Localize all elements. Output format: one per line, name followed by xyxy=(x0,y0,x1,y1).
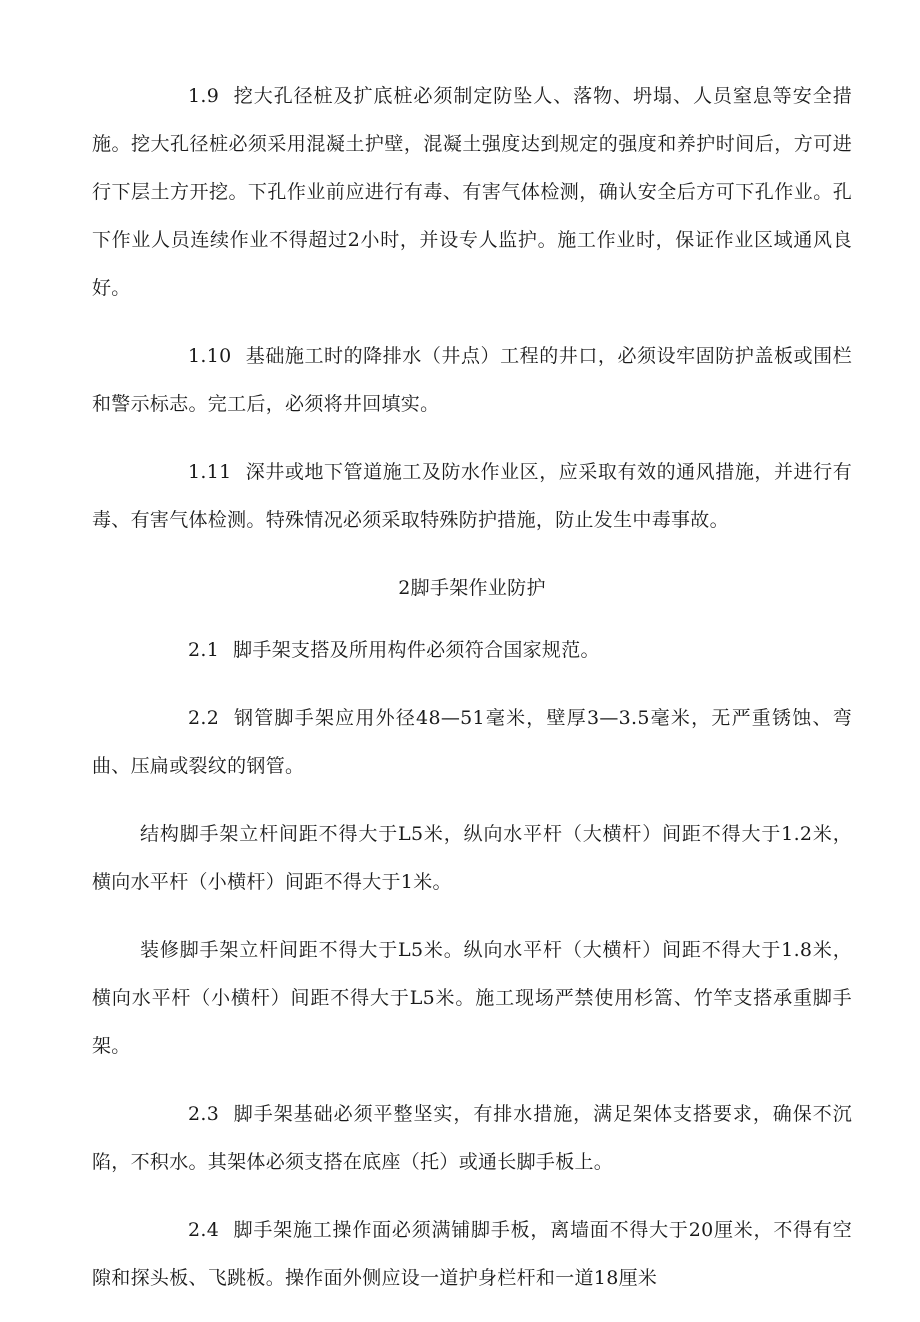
clause-number: 2.4 xyxy=(188,1219,220,1241)
paragraph-1-9 xyxy=(92,72,852,312)
clause-text: 脚手架基础必须平整坚实，有排水措施，满足架体支搭要求，确保不沉陷，不积水。其架体必须支搭在底座（托）或通长脚手板上。 xyxy=(92,1103,852,1173)
paragraph-decoration-scaffold xyxy=(92,926,852,1070)
clause-text: 脚手架施工操作面必须满铺脚手板，离墙面不得大于20厘米，不得有空隙和探头板、飞跳板。操作面外侧应设一道护身栏杆和一道18厘米 xyxy=(92,1219,852,1289)
clause-text: 基础施工时的降排水（井点）工程的井口，必须设牢固防护盖板或围栏和警示标志。完工后，必须将井回填实。 xyxy=(92,345,852,415)
clause-text: 挖大孔径桩及扩底桩必须制定防坠人、落物、坍塌、人员窒息等安全措施。挖大孔径桩必须采用混凝土护壁，混凝土强度达到规定的强度和养护时间后，方可进行下层土方开挖。下孔作业前应进行有毒、有害气体检测，确认安全后方可下孔作业。孔下作业人员连续作业不得超过2小时，并设专人监护。施工作业时，保证作业区域通风良好。 xyxy=(92,85,852,299)
clause-text: 深井或地下管道施工及防水作业区，应采取有效的通风措施，并进行有毒、有害气体检测。特殊情况必须采取特殊防护措施，防止发生中毒事故。 xyxy=(92,461,852,531)
clause-text: 结构脚手架立杆间距不得大于L5米，纵向水平杆（大横杆）间距不得大于1.2米，横向水平杆（小横杆）间距不得大于1米。 xyxy=(92,823,852,893)
paragraph-1-11 xyxy=(92,448,852,544)
paragraph-structural-scaffold xyxy=(92,810,852,906)
paragraph-2-1 xyxy=(92,626,852,674)
clause-text: 钢管脚手架应用外径48—51毫米，壁厚3—3.5毫米，无严重锈蚀、弯曲、压扁或裂纹的钢管。 xyxy=(92,707,852,777)
clause-number: 2.1 xyxy=(188,639,220,661)
paragraph-2-4 xyxy=(92,1206,852,1302)
clause-number: 2.2 xyxy=(188,707,220,729)
clause-text: 装修脚手架立杆间距不得大于L5米。纵向水平杆（大横杆）间距不得大于1.8米，横向水平杆（小横杆）间距不得大于L5米。施工现场严禁使用杉篙、竹竿支搭承重脚手架。 xyxy=(92,939,852,1057)
document-page xyxy=(92,72,852,1322)
clause-text: 脚手架支搭及所用构件必须符合国家规范。 xyxy=(233,639,600,661)
paragraph-2-2 xyxy=(92,694,852,790)
clause-number: 1.9 xyxy=(188,85,220,107)
paragraph-2-3 xyxy=(92,1090,852,1186)
section-2-title: 2脚手架作业防护 xyxy=(398,577,546,599)
clause-number: 1.10 xyxy=(188,345,232,367)
clause-number: 2.3 xyxy=(188,1103,220,1125)
clause-number: 1.11 xyxy=(188,461,232,483)
paragraph-1-10 xyxy=(92,332,852,428)
